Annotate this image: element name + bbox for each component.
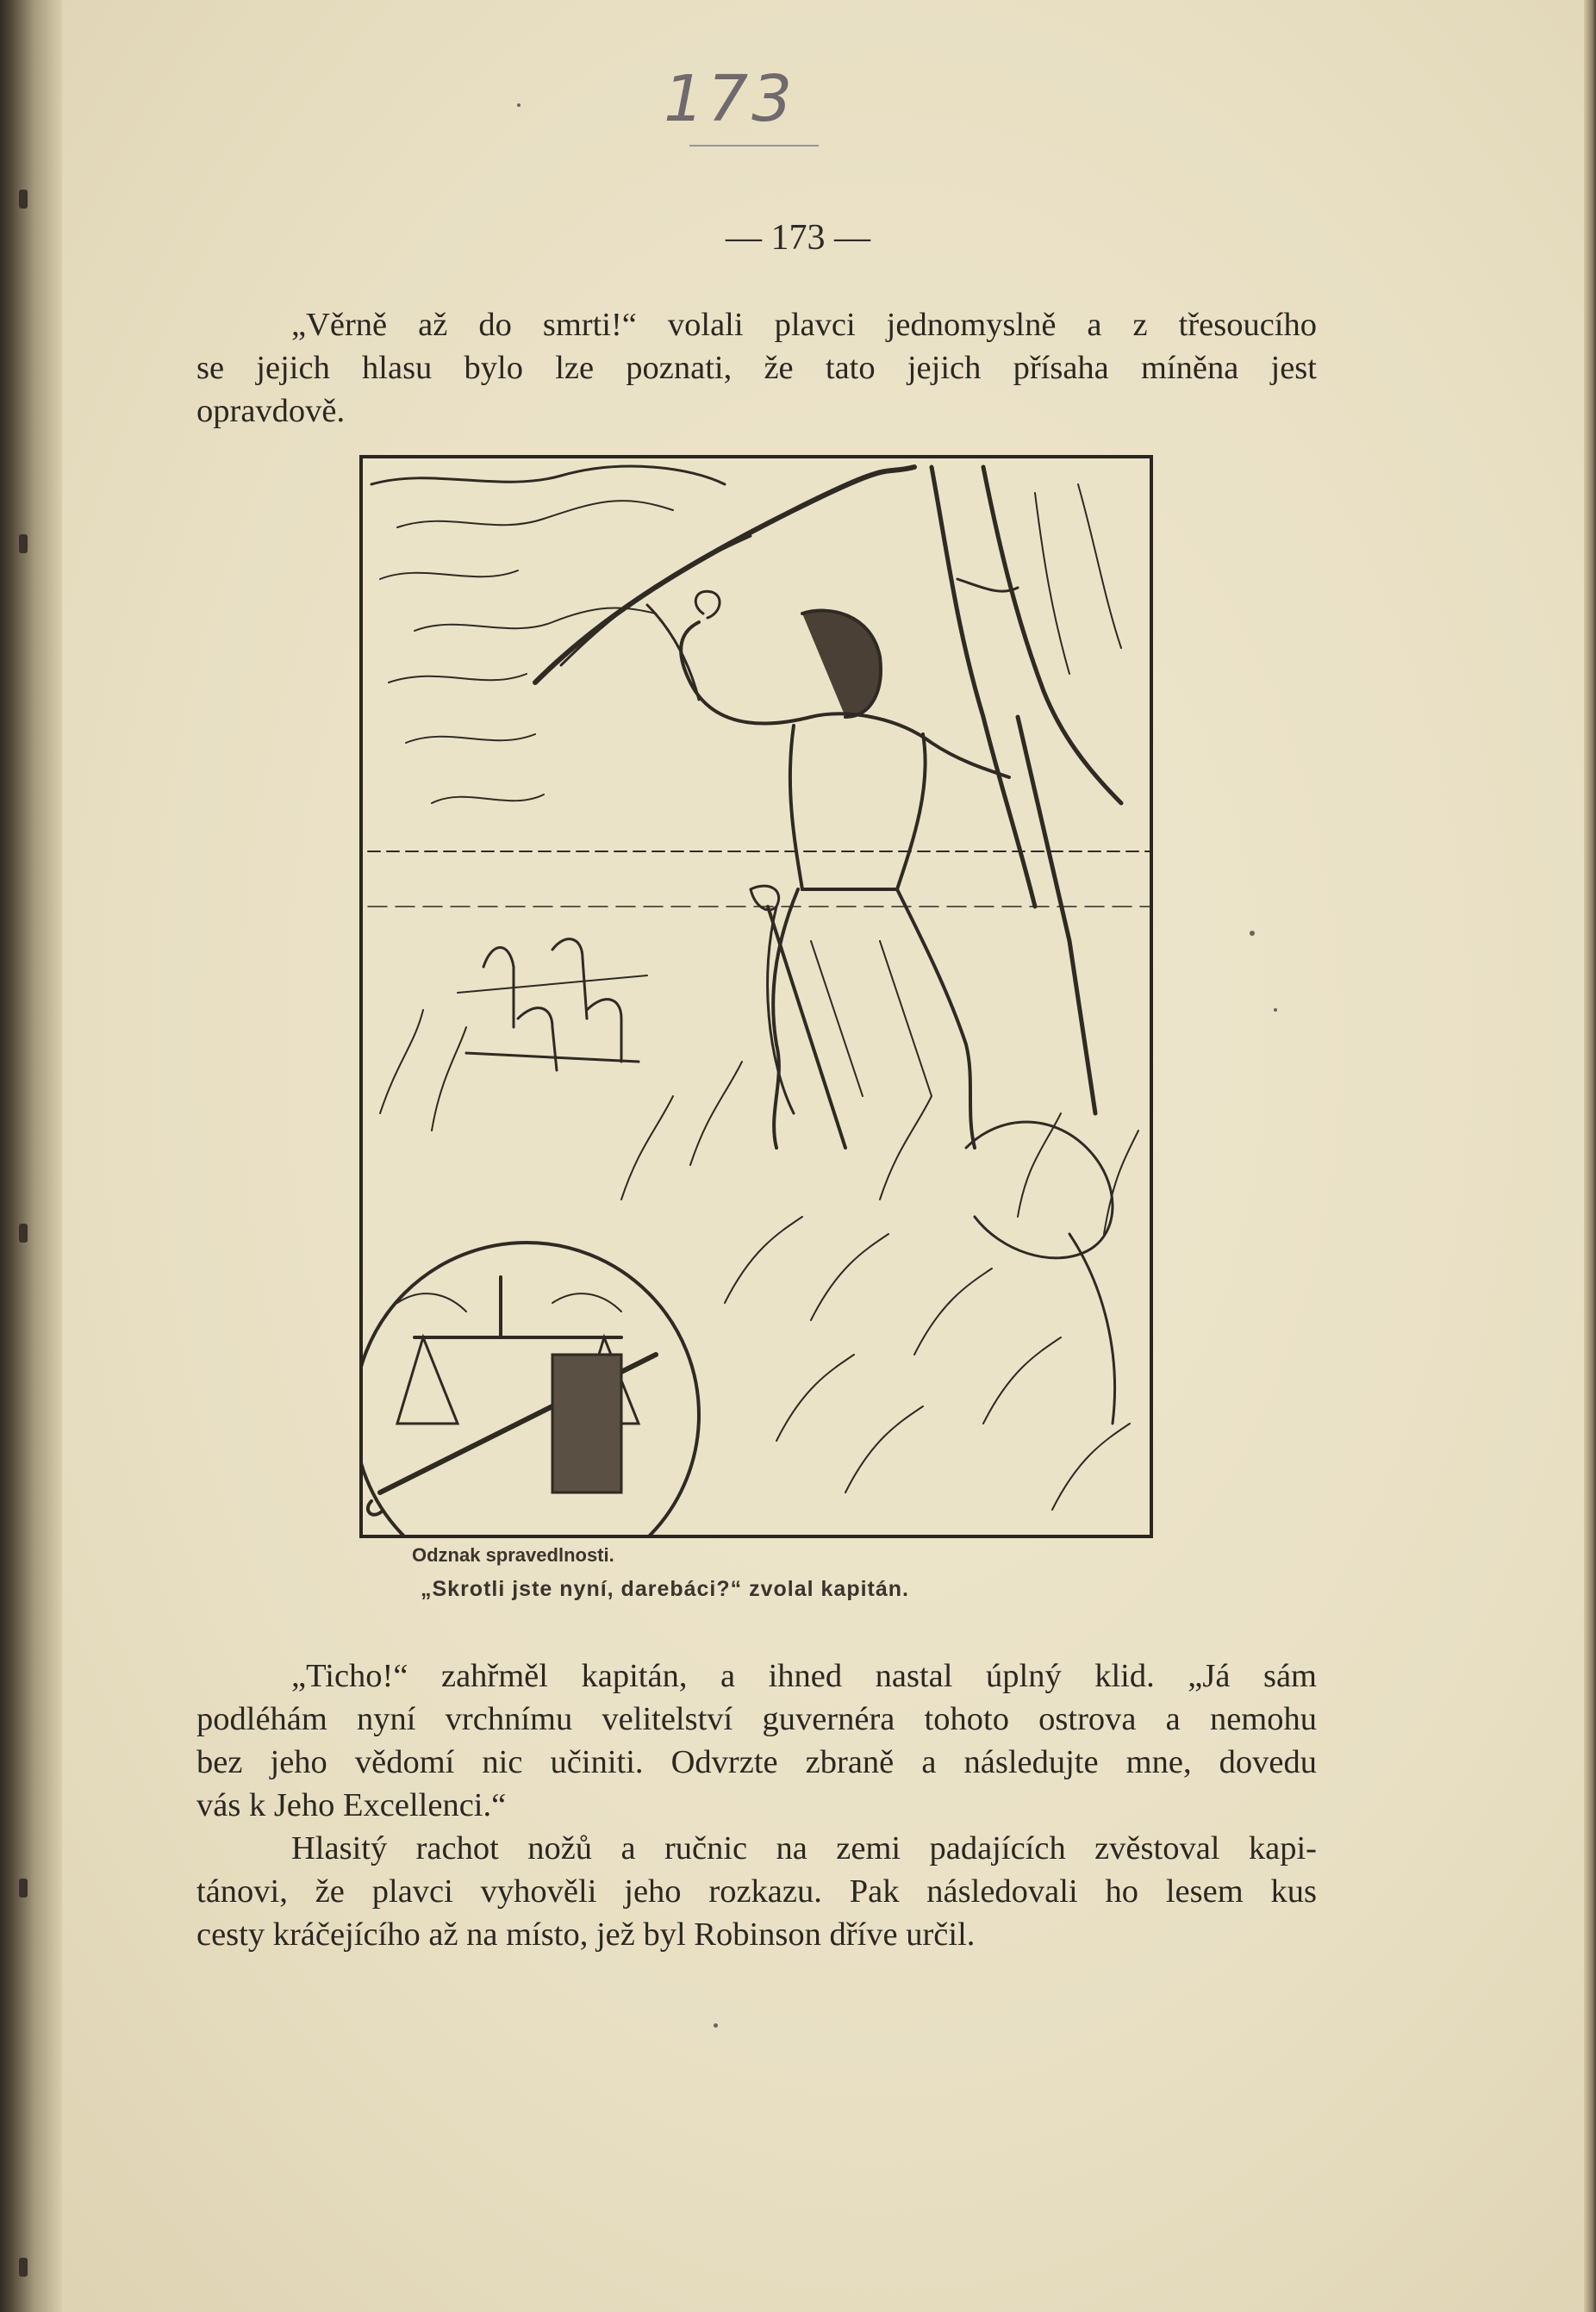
engraving-illustration: [359, 455, 1153, 1538]
page-edge: [1584, 0, 1596, 2312]
illustration-caption: „Skrotli jste nyní, darebáci?“ zvolal kapitán.: [421, 1577, 909, 1601]
paragraph-2: [196, 1655, 1317, 1827]
binding-mark: [19, 534, 28, 553]
text-line: „Věrně až do smrti!“ volali plavci jednomyslně a z třesoucího: [291, 307, 1317, 343]
binding-mark: [19, 1879, 28, 1898]
binding-mark: [19, 2258, 28, 2277]
text-line: cesty kráčejícího až na místo, jež byl Robinson dříve určil.: [196, 1916, 976, 1953]
text-line: podléhám nyní vrchnímu velitelství guvernéra tohoto ostrova a nemohu: [196, 1701, 1317, 1737]
text-line: se jejich hlasu bylo lze poznati, že tato jejich přísaha míněna jest: [196, 350, 1317, 386]
text-line: Hlasitý rachot nožů a ručnic na zemi padajících zvěstoval kapi-: [291, 1830, 1317, 1866]
paper-speck: [714, 2023, 718, 2028]
page-number: — 173 —: [726, 218, 870, 258]
book-spine: [0, 0, 62, 2312]
handwritten-page-number: 173: [664, 62, 796, 136]
paper-speck: [517, 103, 521, 107]
text-line: vás k Jeho Excellenci.“: [196, 1787, 507, 1823]
text-line: „Ticho!“ zahřměl kapitán, a ihned nastal úplný klid. „Já sám: [291, 1658, 1317, 1694]
paper-speck: [1250, 931, 1255, 936]
binding-mark: [19, 1224, 28, 1243]
paper-speck: [1274, 1008, 1277, 1012]
text-line: opravdově.: [196, 393, 346, 429]
engraving-drawing: [363, 458, 1150, 1535]
paragraph-1: [196, 303, 1317, 433]
binding-mark: [19, 190, 28, 209]
text-line: tánovi, že plavci vyhověli jeho rozkazu. Pak následovali ho lesem kus: [196, 1873, 1317, 1910]
handwritten-underline: [689, 145, 819, 146]
paragraph-3: [196, 1827, 1317, 1956]
inset-caption: Odznak spravedlnosti.: [412, 1544, 614, 1566]
text-line: bez jeho vědomí nic učiniti. Odvrzte zbraně a následujte mne, dovedu: [196, 1744, 1317, 1780]
